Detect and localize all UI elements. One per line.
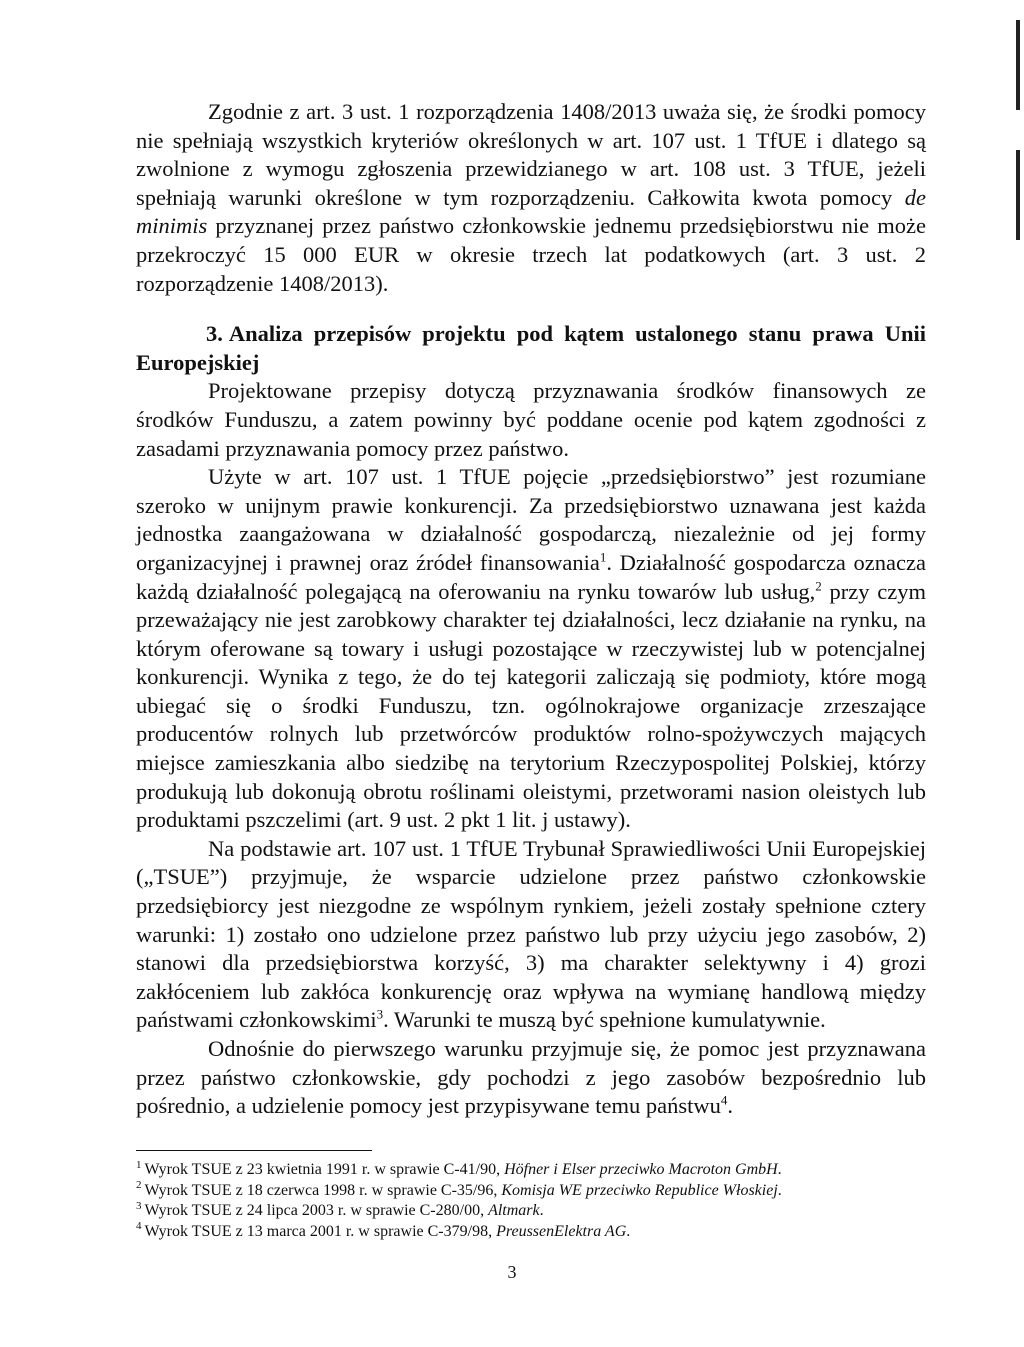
paragraph-text: przyznanej przez państwo członkowskie jednemu przedsiębiorstwu nie może przekroczyć 15 000 EUR w okresie trzech lat podatkowych (art. 3 ust. 2 rozporządzenie 1408/2013). [136, 213, 926, 296]
section-heading [136, 320, 926, 377]
footnote-text: Wyrok TSUE z 24 lipca 2003 r. w sprawie C-280/00, [144, 1202, 489, 1219]
page-number: 3 [507, 1262, 517, 1282]
footnote-text: . [626, 1222, 631, 1240]
footnote-text: . [777, 1161, 782, 1178]
footnote-case-name: PreussenElektra AG [496, 1222, 627, 1240]
paragraph-text: Na podstawie art. 107 ust. 1 TfUE Trybunał Sprawiedliwości Unii Europejskiej („TSUE”) przyjmuje, że wsparcie udzielone przez państwo członkowskie przedsiębiorcy jest niezgodne ze wspólnym rynkiem, jeżeli zostały spełnione cztery warunki: 1) zostało ono udzielone przez państwo lub przy użyciu jego zasobów, 2) stanowi dla przedsiębiorstwa korzyść, 3) ma charakter selektywny i 4) grozi zakłóceniem lub zakłóca konkurencję oraz wpływa na wymianę handlową między państwami członkowskimi [136, 835, 926, 1033]
section-number: 3. [206, 321, 223, 347]
footnote-ref[interactable]: 2 [815, 578, 822, 593]
footnote-number: 3 [136, 1199, 142, 1212]
footnote-number: 1 [136, 1158, 142, 1171]
footnote-3 [136, 1201, 926, 1222]
paragraph-text: . Działalność gospodarcza oznacza każdą działalność polegającą na oferowaniu na rynku towarów lub usług, [136, 549, 926, 604]
paragraph-enterprise [136, 463, 926, 835]
footnote-case-name: Höfner i Elser przeciwko Macroton GmbH [504, 1161, 778, 1178]
footnote-text: . [777, 1181, 782, 1199]
paragraph-text: przy czym przeważający nie jest zarobkowy charakter tej działalności, lecz działanie na rynku, na którym oferowane są towary i usługi pozostające w rzeczywistej lub w potencjalnej konkurencji. Wynika z tego, że do tej kategorii zaliczają się podmioty, które mogą ubiegać się o środki Funduszu, tzn. ogólnokrajowe organizacje zrzeszające producentów rolnych lub przetwórców produktów rolno-spożywczych mających miejsce zamieszkania albo siedzibę na terytorium Rzeczypospolitej Polskiej, którzy produkują lub dokonują obrotu roślinami oleistymi, przetworami nasion oleistych lub produktami pszczelimi (art. 9 ust. 2 pkt 1 lit. j ustawy). [136, 578, 926, 833]
paragraph-text: Użyte w art. 107 ust. 1 TfUE pojęcie „przedsiębiorstwo” jest rozumiane szeroko w unijnym prawie konkurencji. Za przedsiębiorstwo uznawana jest każda jednostka zaangażowana w działalność gospodarczą, niezależnie od jej formy organizacyjnej i prawnej oraz źródeł finansowania [136, 464, 926, 575]
footnote-ref[interactable]: 4 [720, 1092, 728, 1108]
footnote-ref[interactable]: 1 [599, 549, 607, 565]
paragraph-text: . Warunki te muszą być spełnione kumulatywnie. [383, 1007, 826, 1033]
paragraph-text: Projektowane przepisy dotyczą przyznawania środków finansowych ze środków Funduszu, a zatem powinny być poddane ocenie pod kątem zgodności z zasadami przyznawania pomocy przez państwo. [136, 378, 926, 461]
italic-term: de minimis [136, 184, 926, 239]
footnotes [136, 1160, 926, 1242]
footnote-number: 2 [136, 1179, 142, 1192]
paragraph-conditions [136, 835, 926, 1035]
paragraph-de-minimis [136, 98, 926, 298]
footnote-case-name: Komisja WE przeciwko Republice Włoskiej [501, 1181, 778, 1199]
footnote-number: 4 [136, 1220, 142, 1233]
paragraph-text: . [727, 1093, 733, 1119]
footnote-1 [136, 1160, 926, 1181]
paragraph-text: Odnośnie do pierwszego warunku przyjmuje się, że pomoc jest przyznawana przez państwo członkowskie, gdy pochodzi z jego zasobów bezpośrednio lub pośrednio, a udzielenie pomocy jest przypisywane temu państwu [136, 1036, 926, 1119]
paragraph-scope [136, 377, 926, 463]
footnote-case-name: Altmark [488, 1202, 540, 1219]
footnote-text: Wyrok TSUE z 13 marca 2001 r. w sprawie C-379/98, [144, 1222, 497, 1240]
paragraph-text: Zgodnie z art. 3 ust. 1 rozporządzenia 1408/2013 uważa się, że środki pomocy nie spełniają wszystkich kryteriów określonych w art. 107 ust. 1 TfUE i dlatego są zwolnione z wymogu zgłoszenia przewidzianego w art. 108 ust. 3 TfUE, jeżeli spełniają warunki określone w tym rozporządzeniu. Całkowita kwota pomocy [136, 99, 926, 210]
section-title: Analiza przepisów projektu pod kątem ustalonego stanu prawa Unii Europejskiej [136, 321, 926, 375]
paragraph-first-condition [136, 1035, 926, 1121]
footnote-text: Wyrok TSUE z 23 kwietnia 1991 r. w sprawie C-41/90, [144, 1161, 505, 1178]
footnote-4 [136, 1222, 926, 1243]
footnote-2 [136, 1181, 926, 1202]
footnote-text: . [539, 1202, 544, 1219]
body-text [136, 98, 926, 1121]
scan-edge-mark [1016, 150, 1020, 240]
scan-edge-mark [1016, 20, 1020, 110]
footnote-ref[interactable]: 3 [376, 1006, 384, 1022]
footnote-divider [136, 1150, 372, 1151]
footnote-text: Wyrok TSUE z 18 czerwca 1998 r. w sprawie C-35/96, [144, 1181, 502, 1199]
